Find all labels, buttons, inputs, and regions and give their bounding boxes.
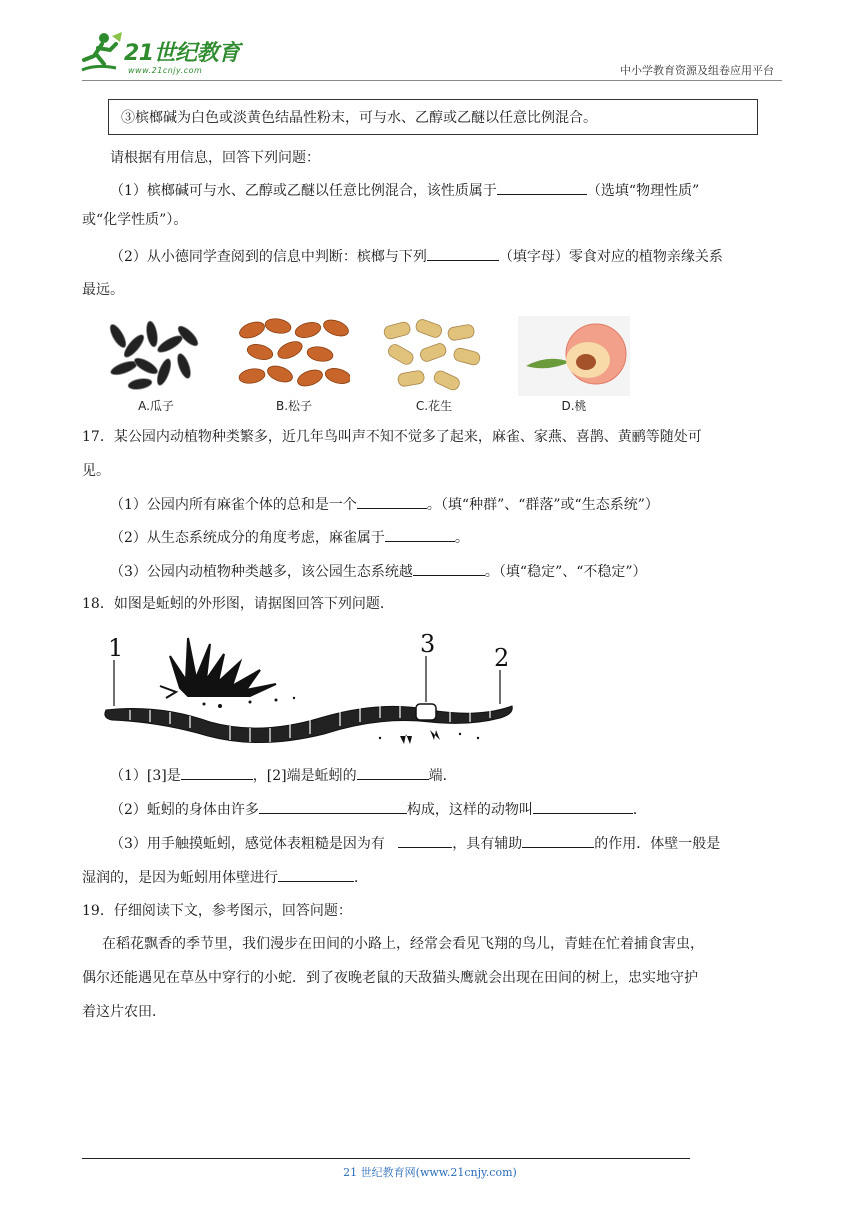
- header-divider: [82, 80, 782, 81]
- answer-blank[interactable]: [357, 494, 427, 509]
- clitellum: [416, 704, 436, 720]
- label-2: 2: [494, 644, 510, 672]
- q18-part3-cont: [82, 867, 782, 888]
- q17-part3-text-b: 。（填“稳定”、“不稳定”）: [484, 564, 647, 580]
- runner-logo-icon: [76, 30, 126, 78]
- answer-blank[interactable]: [278, 867, 354, 882]
- sunflower-seeds-image: [100, 316, 212, 396]
- q16-part1-cont: 或“化学性质”）。: [82, 212, 188, 228]
- label-3: 3: [420, 630, 436, 658]
- boxed-info-text: ③槟榔碱为白色或淡黄色结晶性粉末，可与水、乙醇或乙醚以任意比例混合。: [121, 110, 597, 126]
- answer-blank[interactable]: [259, 799, 407, 814]
- q17-stem-cont: 见。: [82, 463, 110, 479]
- q18-part2-text-c: ．: [632, 802, 647, 818]
- q18-stem: 18．如图是蚯蚓的外形图，请据图回答下列问题．: [82, 596, 394, 612]
- q18-part2-text-a: （2）蚯蚓的身体由许多: [110, 802, 259, 818]
- peanuts-image: [378, 316, 490, 396]
- q18-part3-text-a: （3）用手触摸蚯蚓，感觉体表粗糙是因为有: [110, 836, 385, 852]
- answer-blank[interactable]: [427, 246, 499, 261]
- peach-image: [518, 316, 630, 396]
- q18-part3: [82, 833, 810, 854]
- answer-blank[interactable]: [413, 561, 485, 576]
- q18-part1-text-a: （1）[3]是: [110, 768, 181, 784]
- q18-part3-text-b: ，具有辅助: [452, 836, 523, 852]
- q17-part3-text-a: （3）公园内动植物种类越多，该公园生态系统越: [110, 564, 413, 580]
- option-c-caption: C.花生: [415, 399, 453, 413]
- boxed-info: [108, 99, 758, 135]
- q16-part1: [82, 180, 810, 201]
- q18-part3-text-d: 湿润的，是因为蚯蚓用体壁进行: [82, 870, 278, 886]
- platform-name: 中小学教育资源及组卷应用平台: [620, 64, 774, 77]
- answer-blank[interactable]: [181, 765, 253, 780]
- answer-blank[interactable]: [533, 799, 633, 814]
- q17-part2-text-b: 。: [454, 530, 469, 546]
- option-d-caption: D.桃: [561, 399, 587, 413]
- q19-paragraph-line1: 在稻花飘香的季节里，我们漫步在田间的小路上，经常会看见飞翔的鸟儿，青蛙在忙着捕食害虫，: [102, 936, 704, 952]
- q19-paragraph-line3: 着这片农田．: [82, 1004, 166, 1020]
- q18-part3-text-e: ．: [354, 870, 368, 886]
- q16-part1-text-a: （1）槟榔碱可与水、乙醇或乙醚以任意比例混合，该性质属于: [110, 183, 497, 199]
- answer-blank[interactable]: [398, 833, 452, 848]
- answer-blank[interactable]: [357, 765, 429, 780]
- logo-text: 21世纪教育: [124, 41, 240, 66]
- earthworm-diagram: [100, 626, 520, 756]
- q17-part3: [82, 561, 810, 582]
- pine-nuts-image: [238, 316, 350, 396]
- q17-stem: 17．某公园内动植物种类繁多，近几年鸟叫声不知不觉多了起来，麻雀、家燕、喜鹊、黄鹂等随处可: [82, 429, 702, 445]
- q18-part3-text-c: 的作用．体壁一般是: [594, 836, 721, 852]
- q16-part2-cont: 最远。: [82, 282, 124, 298]
- q16-part1-text-b: （选填“物理性质”: [586, 183, 700, 199]
- answer-blank[interactable]: [385, 527, 455, 542]
- q16-part2: [82, 246, 810, 267]
- q19-paragraph-line2: 偶尔还能遇见在草丛中穿行的小蛇．到了夜晚老鼠的天敌猫头鹰就会出现在田间的树上，忠实地守护: [82, 970, 698, 986]
- answer-blank[interactable]: [497, 180, 587, 195]
- footer-link[interactable]: 21 世纪教育网(www.21cnjy.com): [343, 1166, 517, 1179]
- q16-intro: 请根据有用信息，回答下列问题：: [110, 150, 320, 166]
- q17-part1: [82, 494, 810, 515]
- q18-part1: [82, 765, 810, 786]
- answer-blank[interactable]: [522, 833, 594, 848]
- site-logo[interactable]: [76, 30, 256, 80]
- q16-part2-text-b: （填字母）零食对应的植物亲缘关系: [498, 249, 723, 265]
- label-1: 1: [108, 634, 124, 662]
- q18-part1-text-b: ，[2]端是蚯蚓的: [252, 768, 357, 784]
- footer-divider: [82, 1158, 690, 1159]
- q19-stem: 19．仔细阅读下文，参考图示，回答问题：: [82, 903, 352, 919]
- q17-part1-text-a: （1）公园内所有麻雀个体的总和是一个: [110, 497, 357, 513]
- q16-part2-text-a: （2）从小德同学查阅到的信息中判断：槟榔与下列: [110, 249, 427, 265]
- option-a-caption: A.瓜子: [138, 399, 174, 413]
- q18-part1-text-c: 端．: [428, 768, 457, 784]
- q17-part2-text-a: （2）从生态系统成分的角度考虑，麻雀属于: [110, 530, 385, 546]
- logo-url: www.21cnjy.com: [128, 66, 203, 75]
- option-b-caption: B.松子: [275, 399, 313, 413]
- q18-part2-text-b: 构成，这样的动物叫: [406, 802, 533, 818]
- q17-part1-text-b: 。（填“种群”、“群落”或“生态系统”）: [426, 497, 659, 513]
- q18-part2: [82, 799, 810, 820]
- q17-part2: [82, 527, 810, 548]
